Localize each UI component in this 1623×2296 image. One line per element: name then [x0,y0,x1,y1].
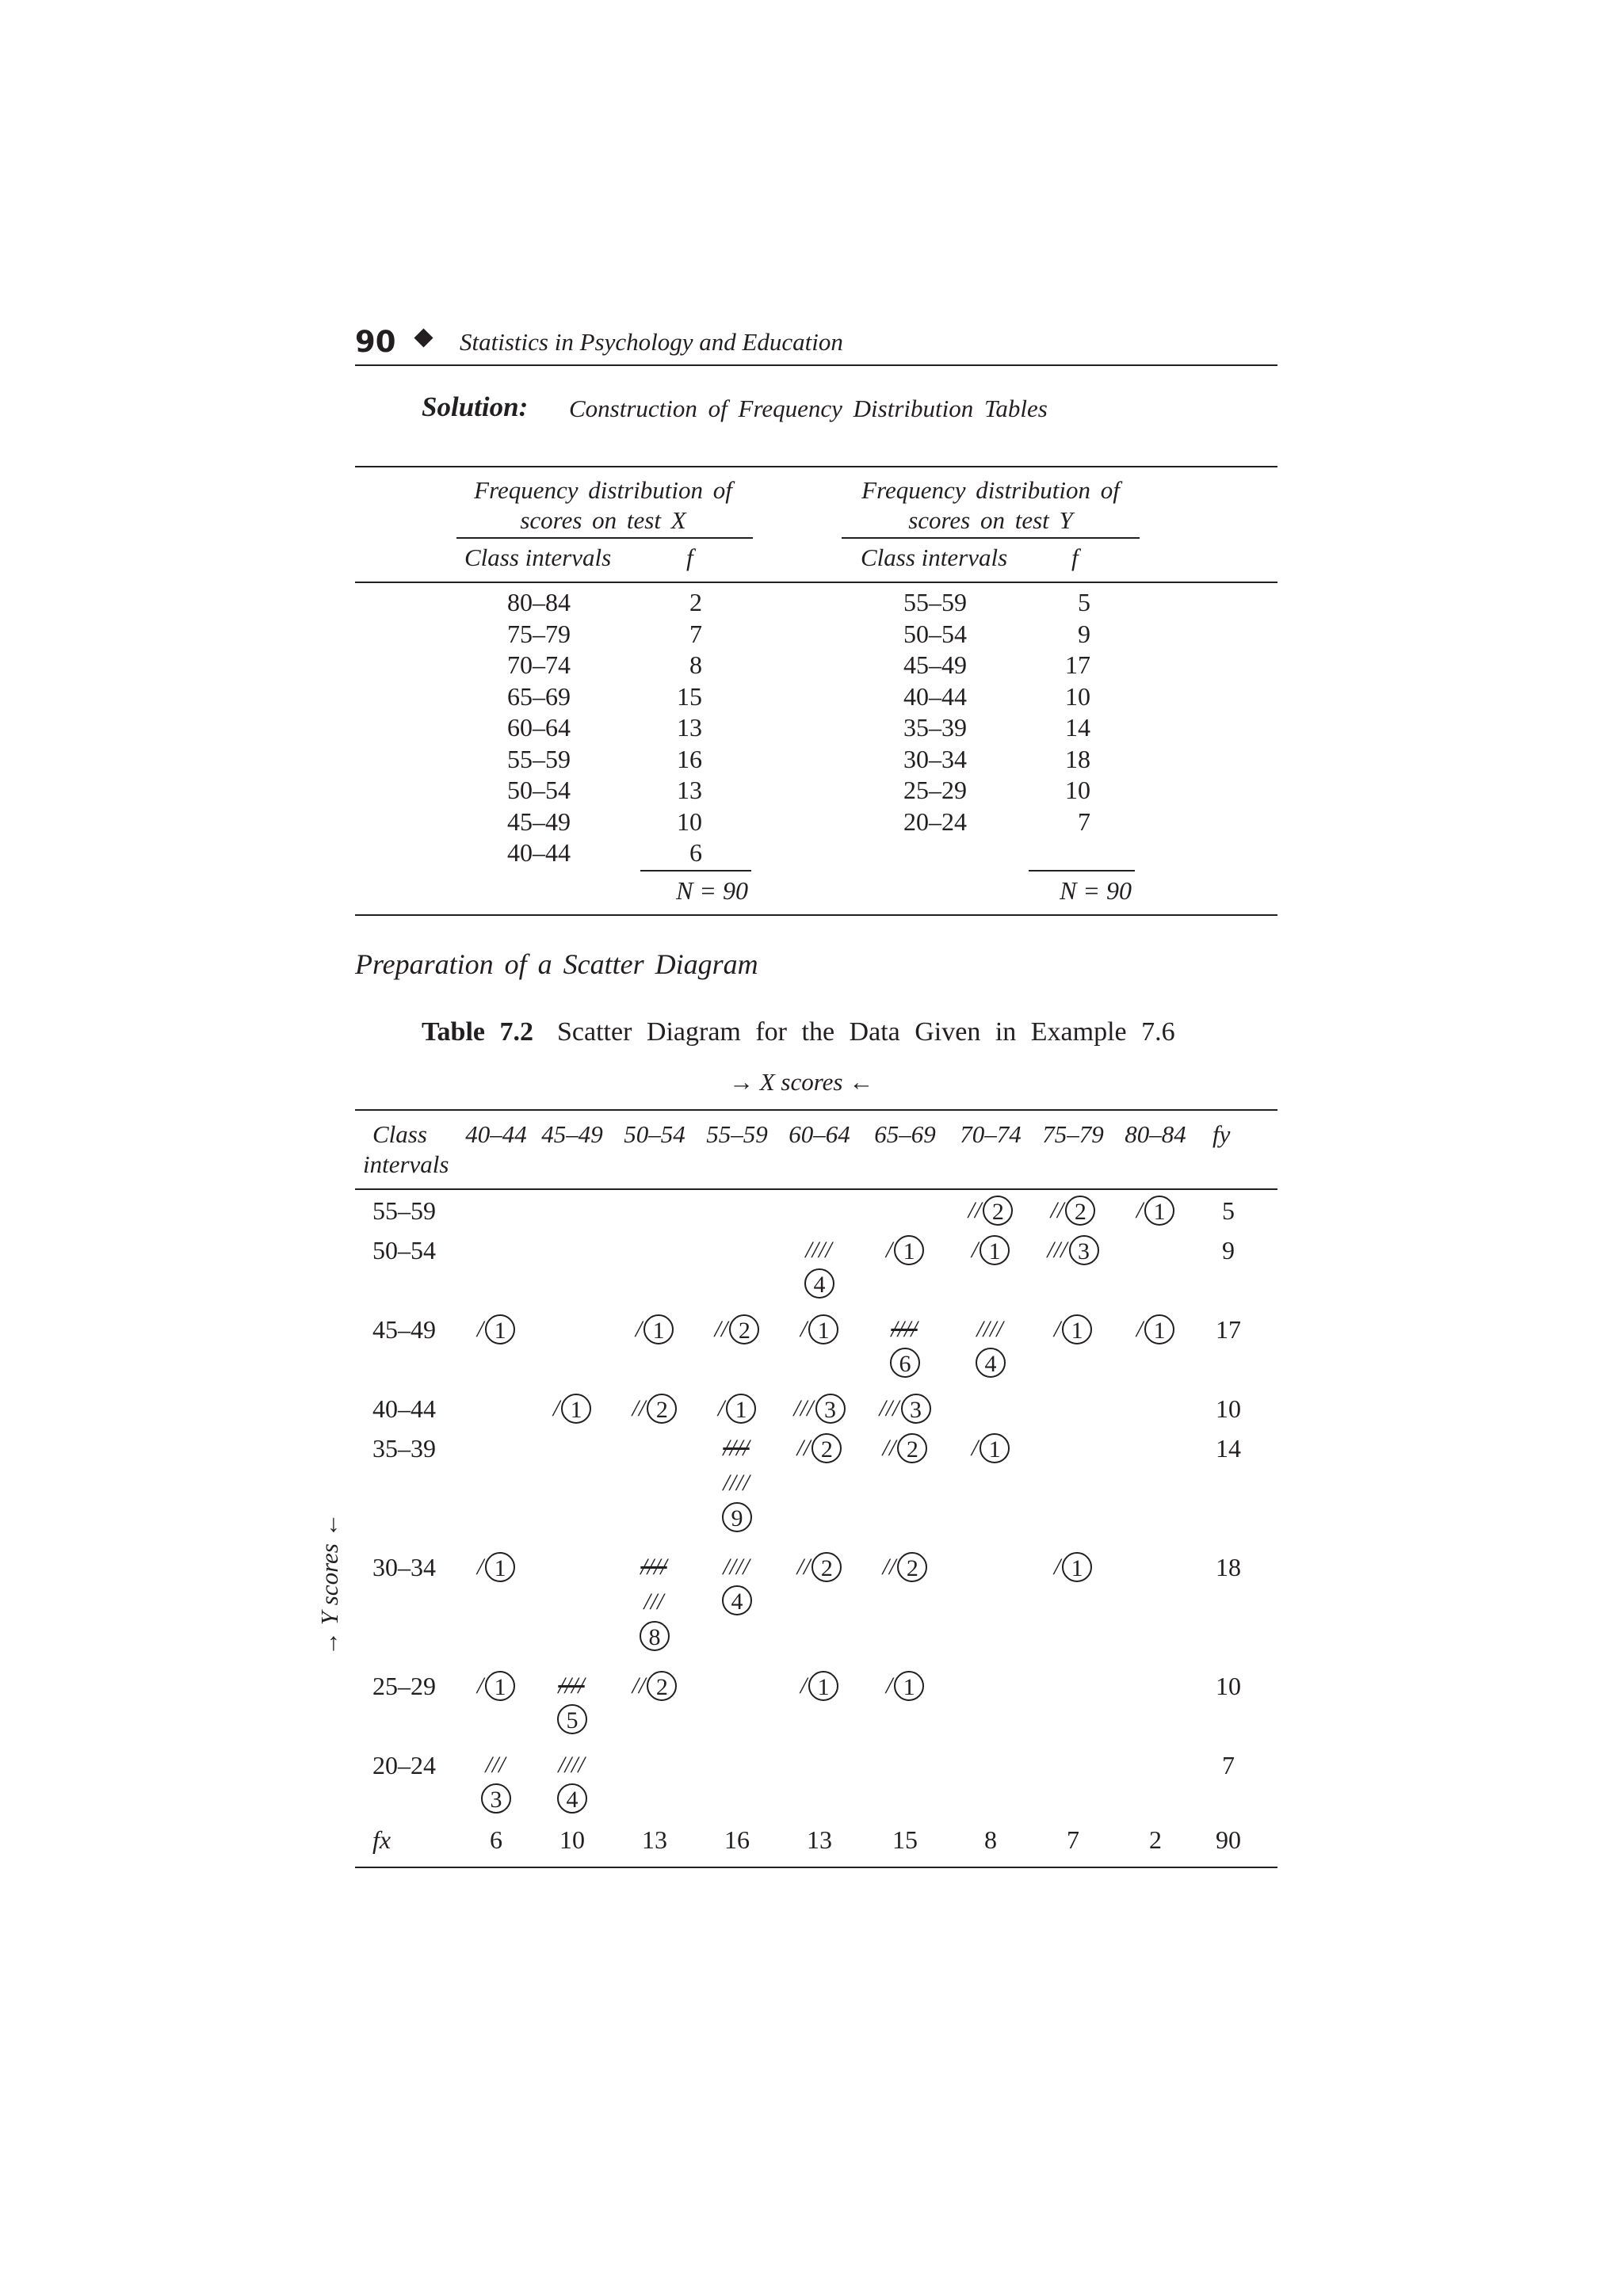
freq-x-class-interval: 70–74 [507,650,571,679]
cell-count-circle: 3 [901,1394,931,1424]
freq-table-x-sum-rule [640,870,751,871]
scatter-cell-count-line [529,1703,616,1735]
cell-count-circle: 2 [729,1314,759,1344]
page-number: 90 [355,325,396,359]
freq-y-class-interval: 55–59 [903,588,967,616]
freq-x-class-interval: 80–84 [507,588,571,616]
freq-x-class-interval: 65–69 [507,681,571,711]
scatter-cell [947,1431,1034,1463]
scatter-fx-value: 8 [984,1825,997,1854]
table-caption [422,1017,1175,1047]
freq-y-class-interval: 45–49 [903,650,967,679]
scatter-cell-count-line [529,1782,616,1814]
scatter-cell [861,1233,949,1265]
scatter-row-class-interval: 45–49 [372,1315,436,1344]
cell-count-circle: 5 [557,1704,587,1734]
scatter-cell [861,1550,949,1582]
cell-count-circle: 8 [640,1621,670,1651]
cell-count-circle: 1 [643,1314,674,1344]
cell-count-circle: 2 [812,1433,842,1463]
scatter-corner-line2: intervals [363,1150,449,1178]
scatter-cell [1029,1312,1117,1344]
tally-mark: /// [643,1589,664,1615]
cell-count-circle: 1 [485,1314,515,1344]
scatter-fx-value: 13 [642,1825,667,1854]
tally-mark: //// [640,1553,667,1580]
tally-mark: /// [485,1751,506,1778]
cell-count-circle: 6 [890,1348,920,1378]
tally-mark: / [1136,1315,1144,1342]
tally-mark: /// [793,1394,814,1421]
tally-mark: //// [805,1236,832,1263]
freq-y-frequency: 17 [1065,650,1090,679]
scatter-cell-count-line [947,1346,1034,1379]
tally-mark: / [885,1236,893,1263]
freq-x-frequency: 16 [677,744,702,773]
cell-count-circle: 1 [1144,1314,1174,1344]
cell-count-circle: 2 [812,1552,842,1582]
scatter-column-header: 50–54 [624,1120,685,1148]
cell-count-circle: 1 [808,1671,838,1701]
cell-count-circle: 1 [726,1394,756,1424]
freq-y-frequency: 10 [1065,681,1090,711]
cell-count-circle: 2 [897,1433,927,1463]
freq-x-class-interval: 45–49 [507,807,571,836]
freq-x-frequency: 7 [689,619,702,648]
cell-count-circle: 1 [561,1394,591,1424]
tally-mark: / [635,1315,643,1342]
freq-table-x-title-rule [456,537,753,539]
cell-count-circle: 2 [1065,1196,1095,1226]
cell-count-circle: 2 [983,1196,1013,1226]
cell-count-circle: 1 [980,1235,1010,1265]
freq-y-class-interval: 25–29 [903,776,967,804]
scatter-row-fy: 7 [1222,1751,1235,1779]
scatter-cell [1029,1233,1117,1265]
scatter-fx-label: fx [372,1825,391,1854]
tally-mark: // [714,1315,728,1342]
cell-count-circle: 1 [894,1671,924,1701]
tally-mark: //// [891,1315,918,1342]
scatter-row-fy: 14 [1216,1434,1241,1463]
tally-mark: / [971,1434,979,1461]
cell-count-circle: 4 [722,1585,752,1615]
freq-table-x-total: N = 90 [676,876,748,905]
header-rule [355,364,1277,366]
scatter-fx-value: 16 [724,1825,750,1854]
scatter-cell [611,1669,698,1701]
scatter-cell [693,1391,781,1424]
scatter-fx-value: 7 [1067,1825,1079,1854]
scatter-cell-count-line [693,1500,781,1532]
cell-count-circle: 2 [647,1394,677,1424]
freq-table-x-col-f: f [686,543,693,571]
freq-x-class-interval: 75–79 [507,619,571,648]
freq-table-top-rule [355,466,1277,467]
section-heading: Preparation of a Scatter Diagram [355,948,758,980]
freq-table-y-title-line1: Frequency distribution of [861,476,1120,504]
tally-mark: // [796,1553,811,1580]
cell-count-circle: 2 [897,1552,927,1582]
scatter-fx-value: 13 [807,1825,832,1854]
scatter-cell [776,1391,863,1424]
scatter-cell [529,1669,616,1734]
cell-count-circle: 1 [808,1314,838,1344]
scatter-grand-total: 90 [1216,1825,1241,1854]
tally-mark: / [800,1672,808,1699]
freq-table-y-title-rule [842,537,1140,539]
scatter-fx-value: 2 [1149,1825,1162,1854]
scatter-row-fy: 10 [1216,1672,1241,1700]
scatter-cell [861,1669,949,1701]
cell-count-circle: 3 [481,1783,511,1814]
cell-count-circle: 4 [976,1348,1006,1378]
scatter-cell [776,1312,863,1344]
scatter-row-class-interval: 50–54 [372,1236,436,1264]
cell-count-circle: 1 [485,1671,515,1701]
scatter-row-class-interval: 20–24 [372,1751,436,1779]
table-caption-text: Scatter Diagram for the Data Given in Example 7.6 [557,1017,1175,1047]
scatter-cell [611,1312,698,1344]
running-title: Statistics in Psychology and Education [460,328,843,356]
scatter-row-class-interval: 25–29 [372,1672,436,1700]
scatter-cell [1029,1193,1117,1226]
scatter-header-rule [355,1188,1277,1190]
freq-table-y-col-f: f [1071,543,1079,571]
scatter-cell [529,1748,616,1814]
cell-count-circle: 1 [980,1433,1010,1463]
scatter-fx-value: 6 [490,1825,502,1854]
tally-mark: / [476,1672,484,1699]
scatter-cell [776,1669,863,1701]
scatter-fx-value: 15 [892,1825,918,1854]
scatter-cell-count-line [693,1584,781,1616]
scatter-cell [861,1431,949,1463]
scatter-row-class-interval: 30–34 [372,1553,436,1581]
tally-mark: /// [1047,1236,1067,1263]
cell-count-circle: 2 [647,1671,677,1701]
freq-y-frequency: 18 [1065,744,1090,773]
cell-count-circle: 1 [1062,1552,1092,1582]
tally-mark: // [968,1196,982,1223]
scatter-cell [1112,1312,1199,1344]
scatter-top-rule [355,1109,1277,1111]
x-axis-label: → X scores ← [729,1068,874,1096]
scatter-row-fy: 9 [1222,1236,1235,1264]
scatter-row-fy: 17 [1216,1315,1241,1344]
table-caption-label: Table 7.2 [422,1017,534,1047]
tally-mark: //// [558,1672,585,1699]
cell-count-circle: 4 [557,1783,587,1814]
tally-mark: /// [879,1394,899,1421]
cell-count-circle: 9 [722,1502,752,1532]
freq-y-class-interval: 30–34 [903,744,967,773]
scatter-corner-line1: Class [372,1120,427,1148]
scatter-column-header: 75–79 [1042,1120,1104,1148]
freq-y-frequency: 7 [1078,807,1090,836]
freq-y-frequency: 14 [1065,713,1090,742]
scatter-row-fy: 10 [1216,1394,1241,1423]
freq-x-frequency: 6 [689,838,702,867]
freq-y-frequency: 5 [1078,588,1090,616]
freq-x-class-interval: 55–59 [507,744,571,773]
tally-mark: / [1053,1553,1061,1580]
freq-x-frequency: 10 [677,807,702,836]
scatter-cell [453,1748,540,1814]
scatter-cell [1112,1193,1199,1226]
tally-mark: // [632,1394,646,1421]
cell-count-circle: 1 [485,1552,515,1582]
freq-y-frequency: 9 [1078,619,1090,648]
tally-mark: / [1053,1315,1061,1342]
scatter-column-header: 55–59 [706,1120,768,1148]
scatter-column-header: 70–74 [960,1120,1022,1148]
freq-y-class-interval: 50–54 [903,619,967,648]
scatter-cell [611,1550,698,1651]
scatter-cell [1029,1550,1117,1582]
tally-mark: / [885,1672,893,1699]
scatter-cell-count-line [861,1346,949,1379]
tally-mark: // [1050,1196,1064,1223]
scatter-cell-count-line [453,1782,540,1814]
tally-mark: // [796,1434,811,1461]
cell-count-circle: 3 [1069,1235,1099,1265]
scatter-column-header: 80–84 [1125,1120,1186,1148]
scatter-cell [611,1391,698,1424]
freq-y-class-interval: 35–39 [903,713,967,742]
freq-x-frequency: 15 [677,681,702,711]
scatter-cell [947,1233,1034,1265]
tally-mark: // [632,1672,646,1699]
freq-table-x-col-class: Class intervals [464,543,612,571]
scatter-row-class-interval: 55–59 [372,1196,436,1225]
tally-mark: / [552,1394,560,1421]
freq-y-class-interval: 20–24 [903,807,967,836]
tally-mark: //// [723,1470,750,1497]
scatter-cell [529,1391,616,1424]
cell-count-circle: 1 [894,1235,924,1265]
scatter-cell-count-line [776,1267,863,1299]
cell-count-circle: 1 [1062,1314,1092,1344]
tally-mark: // [882,1434,896,1461]
scatter-cell [776,1431,863,1463]
scatter-cell [861,1312,949,1378]
scatter-fy-header: fy [1212,1120,1231,1148]
tally-mark: //// [976,1315,1003,1342]
freq-table-x-title [455,475,751,536]
freq-x-class-interval: 60–64 [507,713,571,742]
scatter-column-header: 60–64 [789,1120,850,1148]
tally-mark: //// [558,1751,585,1778]
scatter-cell [453,1669,540,1701]
freq-table-header-rule [355,582,1277,583]
scatter-cell-line2 [611,1585,698,1616]
freq-table-y-total: N = 90 [1060,876,1132,905]
scatter-bottom-rule [355,1867,1277,1868]
scatter-cell [776,1550,863,1582]
tally-mark: / [1136,1196,1144,1223]
scatter-cell-line2 [693,1466,781,1497]
freq-y-frequency: 10 [1065,776,1090,804]
solution-title: Construction of Frequency Distribution Tables [569,395,1048,422]
scatter-cell [947,1193,1034,1226]
tally-mark: / [476,1553,484,1580]
scatter-cell [453,1550,540,1582]
freq-table-y-sum-rule [1029,870,1135,871]
scatter-fx-value: 10 [559,1825,585,1854]
solution-label: Solution: [422,391,529,422]
cell-count-circle: 1 [1144,1196,1174,1226]
tally-mark: / [971,1236,979,1263]
scatter-cell [947,1312,1034,1378]
cell-count-circle: 3 [815,1394,846,1424]
freq-table-x-title-line2: scores on test X [520,506,686,534]
tally-mark: //// [723,1553,750,1580]
scatter-column-header: 65–69 [874,1120,936,1148]
tally-mark: //// [723,1434,750,1461]
freq-x-frequency: 13 [677,776,702,804]
scatter-cell [776,1233,863,1299]
scatter-cell [453,1312,540,1344]
freq-x-frequency: 13 [677,713,702,742]
tally-mark: / [717,1394,725,1421]
scatter-cell [693,1550,781,1615]
freq-y-class-interval: 40–44 [903,681,967,711]
freq-x-class-interval: 40–44 [507,838,571,867]
freq-table-y-col-class: Class intervals [861,543,1008,571]
tally-mark: // [882,1553,896,1580]
scatter-row-class-interval: 40–44 [372,1394,436,1423]
scatter-cell-count-line [611,1619,698,1651]
scatter-column-header: 40–44 [465,1120,527,1148]
scatter-cell [693,1312,781,1344]
scatter-row-class-interval: 35–39 [372,1434,436,1463]
diamond-icon [414,328,433,347]
scatter-column-header: 45–49 [541,1120,603,1148]
freq-table-y-title-line2: scores on test Y [908,506,1073,534]
y-axis-label: → Y scores ← [315,1512,343,1656]
scatter-row-fy: 5 [1222,1196,1235,1225]
freq-x-frequency: 8 [689,650,702,679]
freq-table-bottom-rule [355,914,1277,916]
tally-mark: / [476,1315,484,1342]
tally-mark: / [800,1315,808,1342]
freq-table-y-title [842,475,1140,536]
freq-table-x-title-line1: Frequency distribution of [474,476,732,504]
freq-x-frequency: 2 [689,588,702,616]
scatter-cell [693,1431,781,1532]
scatter-row-fy: 18 [1216,1553,1241,1581]
cell-count-circle: 4 [804,1268,834,1299]
scatter-cell [861,1391,949,1424]
freq-x-class-interval: 50–54 [507,776,571,804]
